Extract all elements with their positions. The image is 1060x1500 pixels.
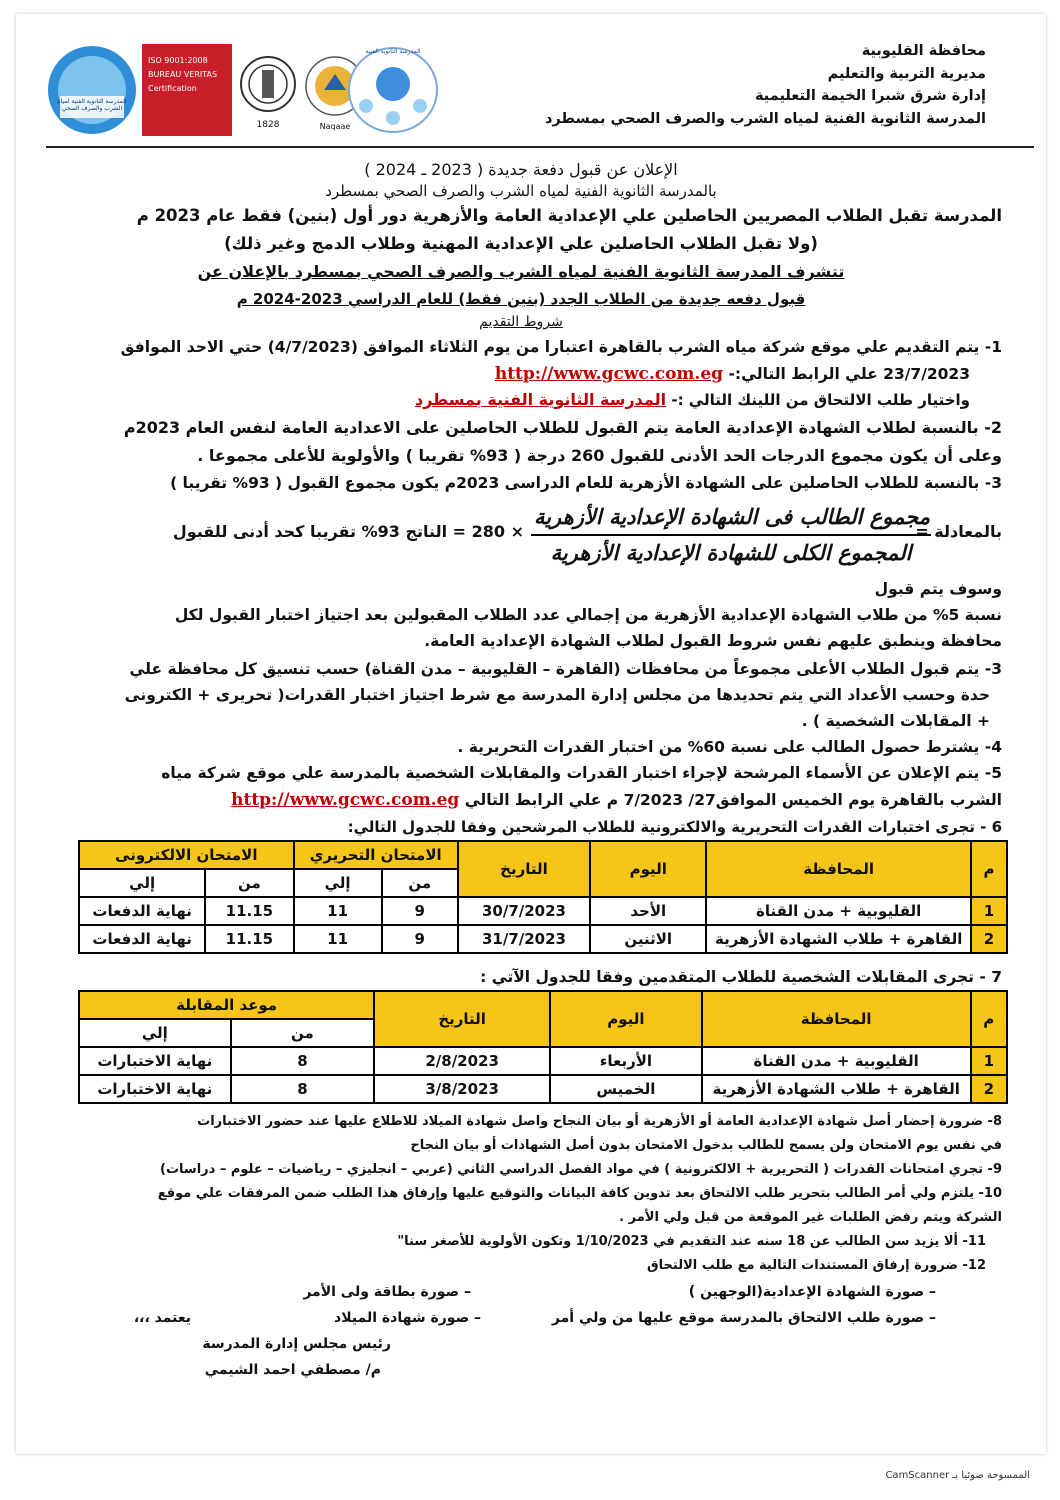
item-3-line-3: نسبة 5% من طلاب الشهادة الإعدادية الأزهرية من إجمالي عدد الطلاب المقبولين بعد اجتياز اختبار القبول لكل xyxy=(174,606,1002,624)
t1-cell-written-to: 11 xyxy=(294,897,382,925)
header-block xyxy=(426,40,986,130)
header-line: المدرسة الثانوية الفنية لمياه الشرب والصرف الصحي بمسطرد xyxy=(544,110,986,127)
t2-cell-from: 8 xyxy=(231,1047,375,1075)
t2-cell-day: الأربعاء xyxy=(550,1047,702,1075)
table-row xyxy=(79,925,1007,953)
item-8-line: 7 - تجرى المقابلات الشخصية للطلاب المتقدمين وفقا للجدول الآتي : xyxy=(480,968,1002,986)
t1-cell-date: 31/7/2023 xyxy=(458,925,590,953)
document-guardian-id: – صورة بطاقة ولى الأمر xyxy=(303,1284,471,1300)
header-line: مديرية التربية والتعليم xyxy=(827,65,986,82)
school-logo-text: المدرسة الثانوية الفنية لمياه الشرب والصرف الصحي xyxy=(57,98,127,112)
t2-cell-date: 3/8/2023 xyxy=(374,1075,550,1103)
signature-title: رئيس مجلس إدارة المدرسة xyxy=(202,1336,391,1352)
bureau-veritas-text: ISO 9001:2008 BUREAU VERITAS Certification xyxy=(148,56,218,93)
t1-cell-electronic-to: نهاية الدفعات xyxy=(79,925,205,953)
document-application: – صورة طلب الالتحاق بالمدرسة موقع عليها من ولي أمر xyxy=(551,1310,936,1326)
seal-logo-text: 1828 xyxy=(256,120,280,130)
announcement-school: بالمدرسة الثانوية الفنية لمياه الشرب والصرف الصحي بمسطرد xyxy=(325,182,717,200)
item-1-choose-text: واختيار طلب الالتحاق من اللينك التالي :- xyxy=(671,391,970,409)
intro-paragraph-1: المدرسة تقبل الطلاب المصريين الحاصلين علي الإعدادية العامة والأزهرية دور أول (بنين) فقط عام 2023 م xyxy=(136,206,1002,225)
item-9-line-1: 8- ضرورة إحضار أصل شهادة الإعدادية العامة أو الأزهرية أو بيان النجاح واصل شهادة الميلاد للاطلاع عليها عند حضور الاختبارات xyxy=(197,1114,1002,1129)
t1-cell-electronic-to: نهاية الدفعات xyxy=(79,897,205,925)
t1-header-num: م xyxy=(971,841,1007,897)
item-4-line-2: حدة وحسب الأعداد التي يتم تحديدها من مجلس إدارة المدرسة مع شرط اجتياز اختبار القدرات( تحريرى + الكترونى xyxy=(124,686,990,704)
item-3-line-4: محافظة وينطبق عليهم نفس شروط القبول لطلاب الشهادة الإعدادية العامة. xyxy=(424,632,1002,650)
header-line: محافظة القليوبية xyxy=(861,43,986,59)
item-6-line-2 xyxy=(40,790,1002,810)
t1-header-electronic-to: إلي xyxy=(79,869,205,897)
table-row xyxy=(79,1047,1007,1075)
t2-cell-to: نهاية الاختبارات xyxy=(79,1075,231,1103)
item-3-line-1: 3- بالنسبة للطلاب الحاصلين على الشهادة الأزهرية للعام الدراسى 2023م يكون مجموع القبول ( 93% تقريبا ) xyxy=(170,474,1002,492)
equation-numerator: مجموع الطالب فى الشهادة الإعدادية الأزهرية xyxy=(533,504,931,529)
written-electronic-exams-table xyxy=(78,840,1008,954)
item-13-line: 12- ضرورة إرفاق المستندات التالية مع طلب الالتحاق xyxy=(647,1258,986,1273)
item-4-line-1: 3- يتم قبول الطلاب الأعلى مجموعاً من محافظات (القاهرة – القليوبية – مدن القناة) حسب تنسيق كل محافظة علي xyxy=(129,660,1002,678)
equation-label: بالمعادلة = xyxy=(915,522,1002,541)
item-5-line: 4- يشترط حصول الطالب على نسبة 60% من اختبار القدرات التحريرية . xyxy=(457,738,1002,756)
bureau-veritas-logo xyxy=(142,44,232,136)
item-1-line-3 xyxy=(40,390,970,409)
conditions-heading: شروط التقديم xyxy=(479,314,563,330)
signature-name: م/ مصطفي احمد الشيمي xyxy=(204,1362,381,1378)
t1-cell-date: 30/7/2023 xyxy=(458,897,590,925)
logos-row xyxy=(46,44,438,142)
t2-header-time: موعد المقابلة xyxy=(79,991,374,1019)
t1-header-day: اليوم xyxy=(590,841,706,897)
t2-cell-gov: القاهرة + طلاب الشهادة الأزهرية xyxy=(702,1075,971,1103)
t2-header-day: اليوم xyxy=(550,991,702,1047)
intro-paragraph-3: تتشرف المدرسة الثانوية الفنية لمياه الشرب والصرف الصحي بمسطرد بالإعلان عن xyxy=(197,262,845,281)
seal-logo xyxy=(238,44,298,136)
t1-cell-day: الاثنين xyxy=(590,925,706,953)
technical-school-logo xyxy=(346,44,440,136)
t2-cell-date: 2/8/2023 xyxy=(374,1047,550,1075)
t2-cell-num: 1 xyxy=(971,1047,1007,1075)
table-row xyxy=(79,1075,1007,1103)
t1-cell-day: الأحد xyxy=(590,897,706,925)
camscanner-watermark: الممسوحة ضوئيا بـ CamScanner xyxy=(885,1470,1030,1481)
t1-cell-num: 2 xyxy=(971,925,1007,953)
interviews-table xyxy=(78,990,1008,1104)
school-application-link[interactable]: المدرسة الثانوية الفنية بمسطرد xyxy=(414,390,667,409)
item-7-line: 6 - تجرى اختبارات القدرات التحريرية والالكترونية للطلاب المرشحين وفقا للجدول التالي: xyxy=(347,818,1002,836)
t1-cell-electronic-from: 11.15 xyxy=(205,925,293,953)
t1-header-written: الامتحان التحريري xyxy=(294,841,458,869)
naqaae-logo-text: Naqaae xyxy=(319,122,351,131)
item-10-line: 9- تجري امتحانات القدرات ( التحريرية + الالكترونية ) في مواد الفصل الدراسي الثاني (عربي – انجليزي – رياضيات – علوم – دراسات) xyxy=(160,1162,1002,1177)
item-9-line-2: في نفس يوم الامتحان ولن يسمح للطالب بدخول الامتحان بدون أصل الشهادات أو بيان النجاح xyxy=(410,1138,1002,1153)
document-page xyxy=(16,14,1046,1454)
intro-paragraph-4: قبول دفعه جديدة من الطلاب الجدد (بنين فقط) للعام الدراسي 2023-2024 م xyxy=(236,290,806,308)
t2-header-date: التاريخ xyxy=(374,991,550,1047)
t1-cell-gov: القاهرة + طلاب الشهادة الأزهرية xyxy=(706,925,971,953)
t1-cell-written-from: 9 xyxy=(382,897,458,925)
header-divider xyxy=(46,146,1034,148)
approval-text: يعتمد ،،، xyxy=(133,1310,191,1326)
item-3-line-2: وسوف يتم قبول xyxy=(874,580,1002,598)
t1-cell-written-to: 11 xyxy=(294,925,382,953)
t1-header-electronic: الامتحان الالكترونى xyxy=(79,841,294,869)
announcement-title: الإعلان عن قبول دفعة جديدة ( 2023 ـ 2024 ) xyxy=(364,160,678,179)
item-1-date-text: 23/7/2023 علي الرابط التالي:- xyxy=(728,365,970,383)
t1-header-written-to: إلي xyxy=(294,869,382,897)
t1-cell-gov: القليوبية + مدن القناة xyxy=(706,897,971,925)
item-1-line-2 xyxy=(40,364,970,384)
t1-cell-num: 1 xyxy=(971,897,1007,925)
equation-tail: × 280 = الناتج 93% تقريبا كحد أدنى للقبول xyxy=(172,522,524,541)
t2-header-from: من xyxy=(231,1019,375,1047)
equation-fraction-bar xyxy=(531,534,931,536)
equation-denominator: المجموع الكلى للشهادة الإعدادية الأزهرية xyxy=(550,540,912,565)
item-11-line-2: الشركة ويتم رفض الطلبات غير الموقعة من قبل ولي الأمر . xyxy=(619,1210,1002,1225)
t2-cell-from: 8 xyxy=(231,1075,375,1103)
item-4-line-3: + المقابلات الشخصية ) . xyxy=(801,712,990,730)
document-birth-cert: – صورة الشهادة الإعدادية(الوجهين ) xyxy=(688,1284,936,1300)
item-2-line-2: وعلى أن يكون مجموع الدرجات الحد الأدنى للقبول 260 درجة ( 93% تقريبا ) والأولوية للأعلى مجموعا . xyxy=(197,446,1002,465)
t2-header-gov: المحافظة xyxy=(702,991,971,1047)
technical-school-logo-text: المدرسة الثانوية الفنية xyxy=(365,48,421,55)
item-12-line: 11- ألا يزيد سن الطالب عن 18 سنه عند التقديم في 1/10/2023 وتكون الأولوية للأصغر سنا" xyxy=(397,1234,986,1249)
company-link[interactable]: http://www.gcwc.com.eg xyxy=(494,364,724,384)
item-1-line-1: 1- يتم التقديم علي موقع شركة مياه الشرب بالقاهرة اعتبارا من يوم الثلاثاء الموافق (4/7/2023) حتي الاحد الموافق xyxy=(120,338,1002,356)
t1-cell-written-from: 9 xyxy=(382,925,458,953)
t1-cell-electronic-from: 11.15 xyxy=(205,897,293,925)
t2-cell-num: 2 xyxy=(971,1075,1007,1103)
t2-cell-day: الخميس xyxy=(550,1075,702,1103)
item-11-line-1: 10- يلتزم ولي أمر الطالب بتحرير طلب الالتحاق بعد تدوين كافة البيانات والتوقيع عليها وإرفاق هذا الطلب ضمن المرفقات علي موقع xyxy=(157,1186,1002,1201)
item-2-line-1: 2- بالنسبة لطلاب الشهادة الإعدادية العامة يتم القبول للطلاب الحاصلين على الاعدادية العامة لنفس العام 2023م xyxy=(123,418,1002,437)
t1-header-electronic-from: من xyxy=(205,869,293,897)
t2-header-to: إلي xyxy=(79,1019,231,1047)
intro-paragraph-2: (ولا تقبل الطلاب الحاصلين علي الإعدادية المهنية وطلاب الدمج وغير ذلك) xyxy=(224,234,818,253)
company-link-2[interactable]: http://www.gcwc.com.eg xyxy=(231,790,460,810)
table-row xyxy=(79,897,1007,925)
t1-header-date: التاريخ xyxy=(458,841,590,897)
t2-cell-to: نهاية الاختبارات xyxy=(79,1047,231,1075)
t2-cell-gov: القليوبية + مدن القناة xyxy=(702,1047,971,1075)
t1-header-gov: المحافظة xyxy=(706,841,971,897)
document-birth: – صورة شهادة الميلاد xyxy=(334,1310,481,1326)
header-line: إدارة شرق شبرا الخيمة التعليمية xyxy=(755,88,986,104)
school-logo xyxy=(46,44,138,136)
item-6-date-text: الشرب بالقاهرة يوم الخميس الموافق27/ 7/2023 م علي الرابط التالي xyxy=(464,791,1002,809)
item-6-line-1: 5- يتم الإعلان عن الأسماء المرشحة لإجراء اختبار القدرات والمقابلات الشخصية بالمدرسة علي موقع شركة مياه xyxy=(161,764,1002,782)
t2-header-num: م xyxy=(971,991,1007,1047)
t1-header-written-from: من xyxy=(382,869,458,897)
